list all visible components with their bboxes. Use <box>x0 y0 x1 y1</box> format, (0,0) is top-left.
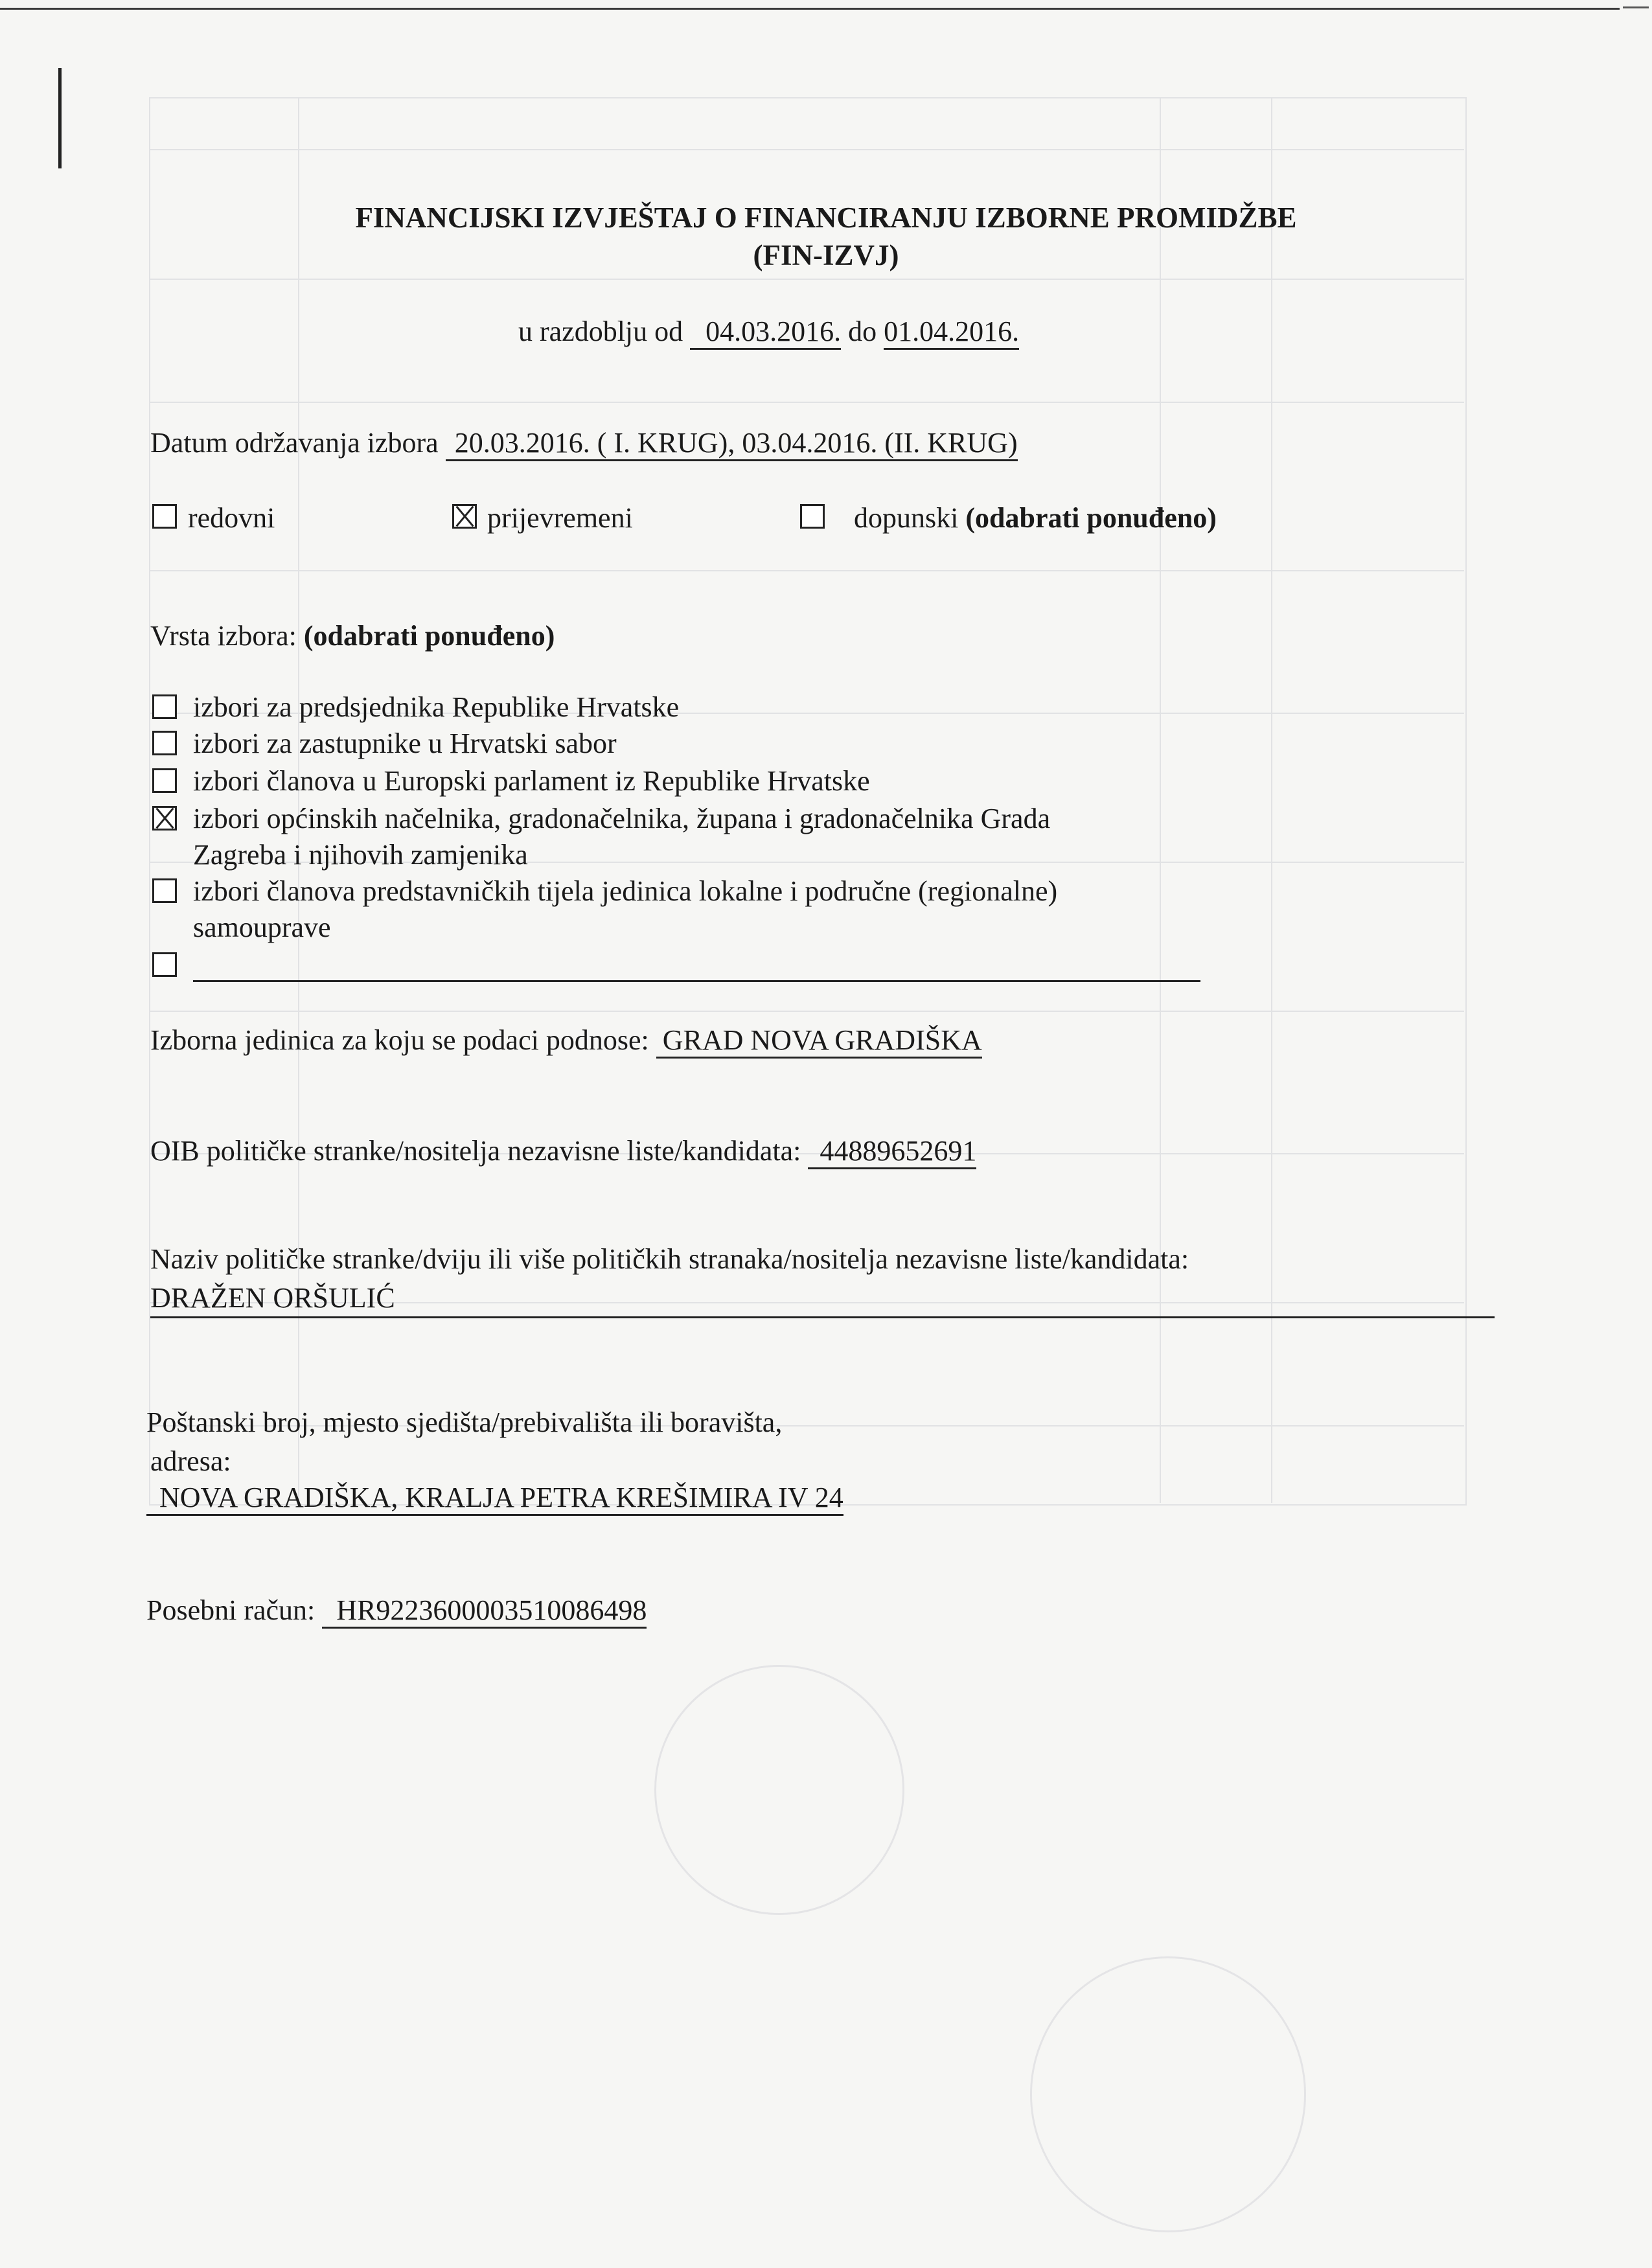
period-line <box>518 316 1019 347</box>
account-label: Posebni račun: <box>146 1594 315 1626</box>
checkbox-type-president[interactable] <box>152 694 177 719</box>
label-prijevremeni: prijevremeni <box>487 502 633 534</box>
period-mid: do <box>848 315 877 347</box>
constituency-value: GRAD NOVA GRADIŠKA <box>656 1024 982 1059</box>
account-value: HR9223600003510086498 <box>322 1594 647 1629</box>
period-prefix: u razdoblju od <box>518 315 683 347</box>
type-parliament-label: izbori za zastupnike u Hrvatski sabor <box>193 727 617 759</box>
checkbox-type-local-heads[interactable] <box>152 806 177 830</box>
oib-line <box>150 1136 976 1167</box>
type-eu-label: izbori članova u Europski parlament iz Republike Hrvatske <box>193 765 870 797</box>
scan-left-mark <box>58 68 62 168</box>
address-label-line1: Poštanski broj, mjesto sjedišta/prebivališta ili boravišta, <box>146 1406 783 1438</box>
oib-label: OIB političke stranke/nositelja nezavisne liste/kandidata: <box>150 1135 801 1167</box>
election-type-label: Vrsta izbora: <box>150 620 297 652</box>
checkbox-redovni[interactable] <box>152 504 177 529</box>
constituency-label: Izborna jedinica za koju se podaci podnose: <box>150 1024 649 1056</box>
type-representative-label: izbori članova predstavničkih tijela jedinica lokalne i područne (regionalne) <box>193 875 1058 907</box>
checkbox-type-parliament[interactable] <box>152 731 177 755</box>
type-representative-label-cont: samouprave <box>193 911 331 943</box>
type-president-label: izbori za predsjednika Republike Hrvatske <box>193 691 680 723</box>
period-to: 01.04.2016. <box>884 315 1019 350</box>
form-title: FINANCIJSKI IZVJEŠTAJ O FINANCIRANJU IZBORNE PROMIDŽBE <box>355 201 1297 234</box>
address-value-text: NOVA GRADIŠKA, KRALJA PETRA KREŠIMIRA IV 24 <box>146 1482 843 1516</box>
dopunski-text: dopunski <box>854 502 959 534</box>
account-line <box>146 1595 647 1626</box>
election-date-label: Datum održavanja izbora <box>150 427 439 459</box>
type-local-heads-label-cont: Zagreba i njihovih zamjenika <box>193 839 528 871</box>
name-label: Naziv političke stranke/dviju ili više političkih stranaka/nositelja nezavisne liste/kandidata: <box>150 1243 1189 1275</box>
name-underline <box>150 1316 1495 1318</box>
period-from: 04.03.2016. <box>690 315 841 350</box>
oib-value: 44889652691 <box>808 1135 976 1169</box>
type-local-heads-label: izbori općinskih načelnika, gradonačelnika, župana i gradonačelnika Grada <box>193 803 1051 834</box>
label-dopunski <box>854 503 1217 534</box>
form-code: (FIN-IZVJ) <box>753 239 899 271</box>
checkbox-prijevremeni[interactable] <box>452 504 477 529</box>
election-type-heading <box>150 621 555 652</box>
election-kind-note: (odabrati ponuđeno) <box>965 502 1217 534</box>
type-other-blank-line[interactable] <box>193 980 1200 982</box>
scan-top-edge <box>0 8 1620 10</box>
election-date-line <box>150 428 1018 459</box>
checkbox-type-representative-bodies[interactable] <box>152 878 177 903</box>
election-date-value: 20.03.2016. ( I. KRUG), 03.04.2016. (II. KRUG) <box>446 427 1018 461</box>
address-value <box>146 1482 843 1513</box>
constituency-line <box>150 1025 982 1056</box>
scan-corner-mark <box>1623 6 1649 8</box>
label-redovni: redovni <box>188 502 275 534</box>
checkbox-type-other[interactable] <box>152 952 177 977</box>
name-value: DRAŽEN ORŠULIĆ <box>150 1282 395 1314</box>
election-type-note: (odabrati ponuđeno) <box>303 620 555 652</box>
checkbox-dopunski[interactable] <box>800 504 825 529</box>
checkbox-type-eu-parliament[interactable] <box>152 768 177 793</box>
address-label-line2: adresa: <box>150 1445 231 1477</box>
